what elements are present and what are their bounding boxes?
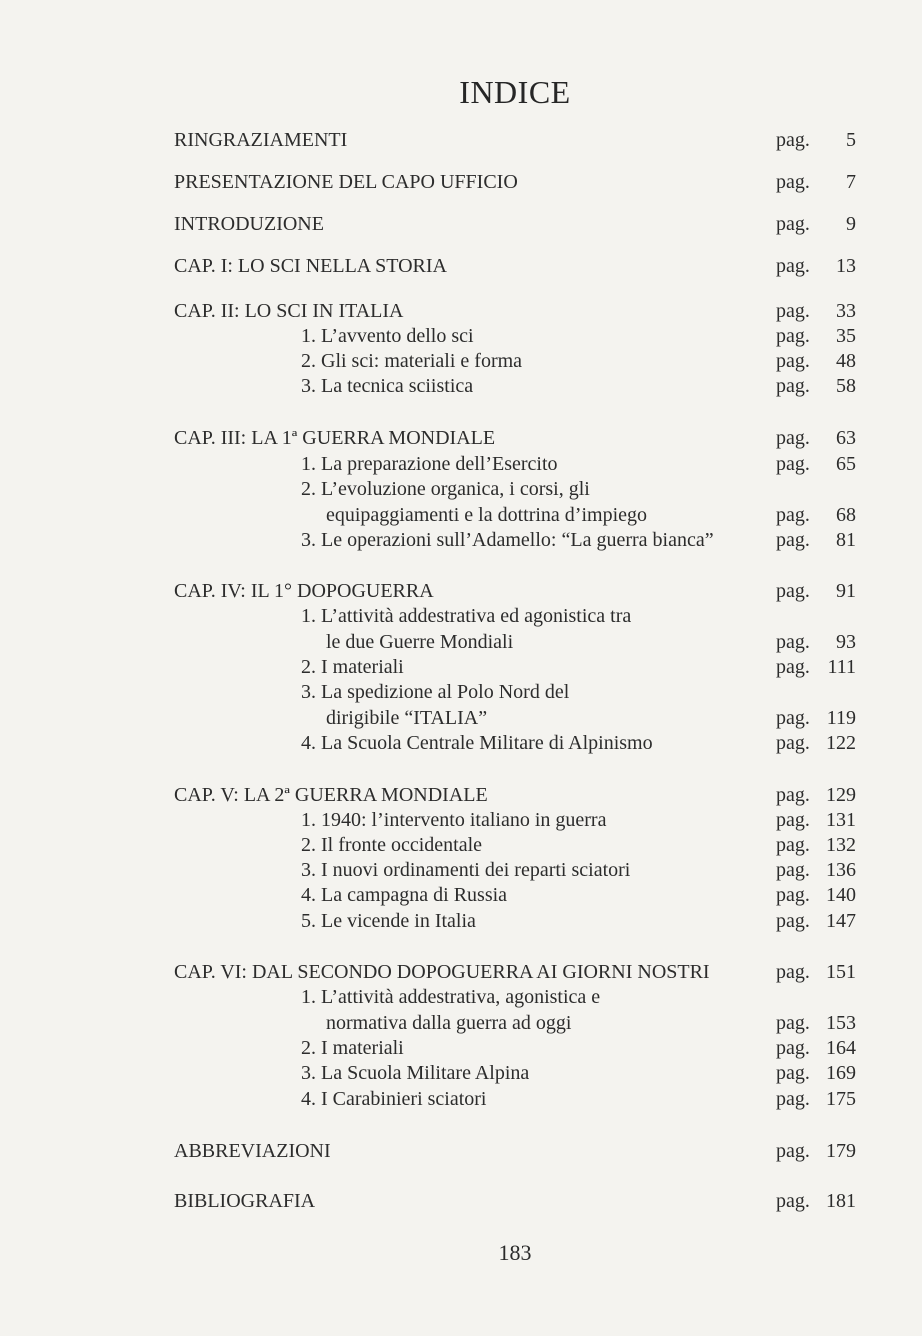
toc-entry-title: 1. L’avvento dello sci (301, 325, 474, 347)
toc-entry-title: 1. L’attività addestrativa, agonistica e (301, 986, 601, 1008)
toc-entry-title: RINGRAZIAMENTI (174, 129, 348, 151)
toc-entry-title: ABBREVIAZIONI (174, 1140, 331, 1162)
page-label: pag. (776, 834, 810, 856)
toc-entry-title: normativa dalla guerra ad oggi (326, 1012, 572, 1034)
page-number: 140 (826, 884, 856, 906)
page-label: pag. (776, 580, 810, 602)
page-label: pag. (776, 631, 810, 653)
page-number: 91 (836, 580, 856, 602)
toc-entry-title: 4. I Carabinieri sciatori (301, 1088, 487, 1110)
toc-page-ref (776, 128, 856, 152)
toc-entry-title: 3. La spedizione al Polo Nord del (301, 681, 570, 703)
page-label: pag. (776, 375, 810, 397)
page-number: 9 (846, 213, 856, 235)
toc-page-ref (776, 833, 856, 857)
page-label: pag. (776, 171, 810, 193)
page-number: 111 (827, 656, 856, 678)
toc-page-ref (776, 254, 856, 278)
page-number: 58 (836, 375, 856, 397)
toc-page-ref (776, 1011, 856, 1035)
toc-page-ref (776, 1189, 856, 1213)
toc-entry-title: PRESENTAZIONE DEL CAPO UFFICIO (174, 171, 518, 193)
toc-entry-title: 4. La Scuola Centrale Militare di Alpinismo (301, 732, 653, 754)
page-label: pag. (776, 504, 810, 526)
toc-page-ref (776, 1139, 856, 1163)
toc-entry-title: 2. Gli sci: materiali e forma (301, 350, 523, 372)
page-label: pag. (776, 961, 810, 983)
toc-page-ref (776, 374, 856, 398)
page-number: 93 (836, 631, 856, 653)
page-label: pag. (776, 910, 810, 932)
page-number-footer: 183 (498, 1240, 532, 1265)
toc-page-ref (776, 783, 856, 807)
toc-entry-title: CAP. IV: IL 1° DOPOGUERRA (174, 580, 434, 602)
page-number: 81 (836, 529, 856, 551)
toc-page-ref (776, 579, 856, 603)
toc-entry-title: 4. La campagna di Russia (301, 884, 508, 906)
page-label: pag. (776, 350, 810, 372)
page-number: 63 (836, 427, 856, 449)
toc-page-ref (776, 858, 856, 882)
page-number: 147 (826, 910, 856, 932)
toc-entry-title: 2. I materiali (301, 1037, 404, 1059)
toc-entry-title: CAP. V: LA 2ª GUERRA MONDIALE (174, 784, 488, 806)
page-number: 5 (846, 129, 856, 151)
toc-entry-title: CAP. VI: DAL SECONDO DOPOGUERRA AI GIORNI NOSTRI (174, 961, 710, 983)
toc-page-ref (776, 630, 856, 654)
toc-page-ref (776, 299, 856, 323)
page-number: 35 (836, 325, 856, 347)
toc-page-ref (776, 452, 856, 476)
toc-entry-title: 1. L’attività addestrativa ed agonistica tra (301, 605, 632, 627)
toc-entry-title: le due Guerre Mondiali (326, 631, 514, 653)
toc-entry-title: 3. La Scuola Militare Alpina (301, 1062, 530, 1084)
toc-page-ref (776, 655, 856, 679)
page-label: pag. (776, 453, 810, 475)
page-label: pag. (776, 859, 810, 881)
toc-page-ref (776, 170, 856, 194)
page-number: 119 (826, 707, 856, 729)
toc-entry-title: CAP. III: LA 1ª GUERRA MONDIALE (174, 427, 496, 449)
page-label: pag. (776, 656, 810, 678)
page-label: pag. (776, 213, 810, 235)
toc-page-ref (776, 1087, 856, 1111)
page-number: 169 (826, 1062, 856, 1084)
page-number: 131 (826, 809, 856, 831)
page-number: 181 (826, 1190, 856, 1212)
page-number: 175 (826, 1088, 856, 1110)
toc-entry-title: 1. 1940: l’intervento italiano in guerra (301, 809, 607, 831)
toc-entry-title: 5. Le vicende in Italia (301, 910, 476, 932)
toc-page-ref (776, 503, 856, 527)
toc-entry-title: equipaggiamenti e la dottrina d’impiego (326, 504, 648, 526)
toc-page-ref (776, 1061, 856, 1085)
page-number: 136 (826, 859, 856, 881)
toc-entry-title: CAP. II: LO SCI IN ITALIA (174, 300, 404, 322)
page-label: pag. (776, 1140, 810, 1162)
page-number: 65 (836, 453, 856, 475)
toc-page-ref (776, 883, 856, 907)
toc-page-ref (776, 528, 856, 552)
page-label: pag. (776, 884, 810, 906)
toc-entry-title: 3. Le operazioni sull’Adamello: “La guerra bianca” (301, 529, 714, 551)
page-label: pag. (776, 732, 810, 754)
toc-page-ref (776, 1036, 856, 1060)
page-number: 33 (836, 300, 856, 322)
toc-page-ref (776, 426, 856, 450)
page-label: pag. (776, 1088, 810, 1110)
toc-page-ref (776, 349, 856, 373)
page-label: pag. (776, 1062, 810, 1084)
page-number: 151 (826, 961, 856, 983)
toc-page-ref (776, 731, 856, 755)
page-label: pag. (776, 1190, 810, 1212)
page-number: 13 (836, 255, 856, 277)
page-label: pag. (776, 300, 810, 322)
page-label: pag. (776, 129, 810, 151)
toc-entry-title: INTRODUZIONE (174, 213, 324, 235)
page-label: pag. (776, 784, 810, 806)
toc-page-ref (776, 909, 856, 933)
page-label: pag. (776, 529, 810, 551)
toc-entry-title: 2. L’evoluzione organica, i corsi, gli (301, 478, 590, 500)
page-number: 164 (826, 1037, 856, 1059)
page-number: 68 (836, 504, 856, 526)
toc-page-ref (776, 808, 856, 832)
toc-page-ref (776, 212, 856, 236)
page-label: pag. (776, 809, 810, 831)
toc-entry-title: BIBLIOGRAFIA (174, 1190, 316, 1212)
page-number: 153 (826, 1012, 856, 1034)
toc-entry-title: 2. I materiali (301, 656, 404, 678)
toc-entry-title: CAP. I: LO SCI NELLA STORIA (174, 255, 447, 277)
page-label: pag. (776, 707, 810, 729)
page-label: pag. (776, 1012, 810, 1034)
toc-page-ref (776, 706, 856, 730)
page-number: 48 (836, 350, 856, 372)
toc-entry-title: dirigibile “ITALIA” (326, 707, 488, 729)
page-number: 179 (826, 1140, 856, 1162)
page-label: pag. (776, 325, 810, 347)
page-number: 132 (826, 834, 856, 856)
page-number: 129 (826, 784, 856, 806)
toc-page-ref (776, 960, 856, 984)
toc-entry-title: 3. I nuovi ordinamenti dei reparti sciatori (301, 859, 631, 881)
page-number: 122 (826, 732, 856, 754)
toc-page-ref (776, 324, 856, 348)
page-label: pag. (776, 1037, 810, 1059)
toc-entry-title: 1. La preparazione dell’Esercito (301, 453, 558, 475)
page-label: pag. (776, 427, 810, 449)
page-label: pag. (776, 255, 810, 277)
toc-entry-title: 2. Il fronte occidentale (301, 834, 483, 856)
toc-entry-title: 3. La tecnica sciistica (301, 375, 474, 397)
page-title: INDICE (459, 74, 571, 110)
page-number: 7 (846, 171, 856, 193)
